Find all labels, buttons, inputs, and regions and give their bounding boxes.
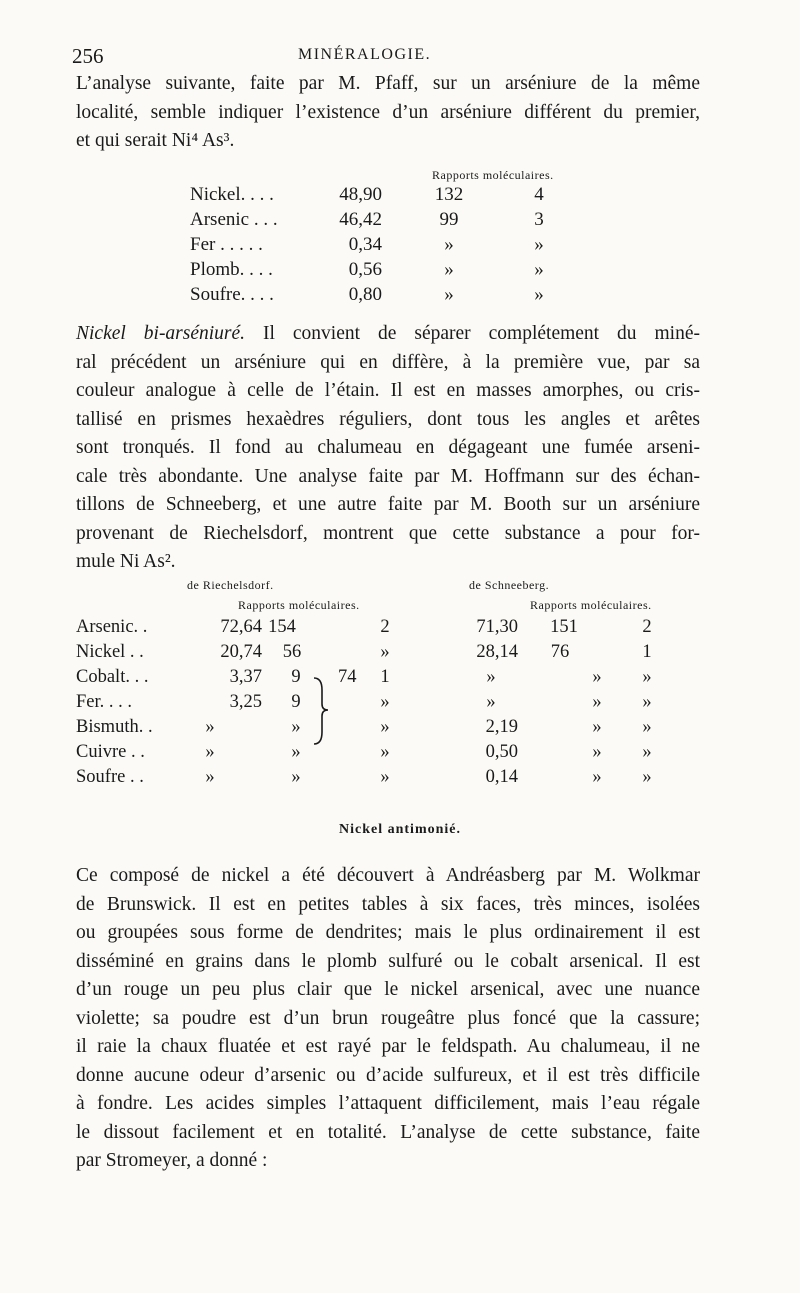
table-cell: »	[444, 234, 454, 255]
table-cell: »	[205, 717, 215, 737]
table-cell: 2	[380, 617, 390, 637]
table-cell: »	[380, 692, 390, 712]
sub-header-rapports: Rapports moléculaires.	[238, 598, 360, 612]
table-cell: 72,64	[220, 617, 262, 637]
table-cell: »	[444, 259, 454, 280]
table-cell: »	[380, 742, 390, 762]
intro-paragraph	[76, 70, 700, 156]
table-cell: »	[592, 717, 602, 737]
table-row-label: Cuivre . .	[76, 742, 145, 762]
text-line: provenant de Riechelsdorf, montrent que cette substance a pour for-	[76, 522, 700, 544]
table-cell: »	[486, 667, 496, 687]
table-cell: 151	[550, 617, 578, 637]
table-cell: »	[486, 692, 496, 712]
table-cell: »	[592, 767, 602, 787]
table-cell: »	[592, 692, 602, 712]
table-cell: 4	[534, 184, 544, 205]
text-line: le dissout facilement et en totalité. L’analyse de cette substance, faite	[76, 1121, 700, 1143]
group-label-schneeberg: de Schneeberg.	[469, 578, 550, 592]
text-line: tillons de Schneeberg, et une autre faite par M. Booth sur un arséniure	[76, 494, 700, 515]
table-row-label: Soufre. . . .	[190, 284, 274, 305]
table-cell: 71,30	[476, 617, 518, 637]
sub-header-rapports: Rapports moléculaires.	[530, 598, 652, 612]
text-line: violette; sa poudre est d’un brun rougeâtre plus foncé que la cassure;	[76, 1007, 700, 1029]
text-line: et qui serait Ni⁴ As³.	[76, 130, 235, 151]
table-cell: »	[291, 717, 301, 737]
table-cell: »	[291, 767, 301, 787]
brace-value: 74	[338, 667, 357, 687]
table-row-label: Fer. . . .	[76, 692, 133, 712]
table-cell: »	[205, 742, 215, 762]
table-cell: »	[642, 742, 652, 762]
text-line: mule Ni As².	[76, 551, 176, 572]
text-line: couleur analogue à celle de l’étain. Il est en masses amorphes, ou cris-	[76, 380, 700, 401]
table-cell: »	[642, 692, 652, 712]
table-row-label: Bismuth. .	[76, 717, 153, 737]
running-title: MINÉRALOGIE.	[298, 46, 432, 63]
table-cell: 46,42	[339, 209, 382, 230]
text-line: L’analyse suivante, faite par M. Pfaff, sur un arséniure de la même	[76, 73, 700, 94]
table-cell: »	[380, 767, 390, 787]
text-line: il raie la chaux fluatée et est rayé par le feldspath. Au chalumeau, il ne	[76, 1036, 700, 1057]
table-row-label: Nickel . .	[76, 642, 144, 662]
text-line: localité, semble indiquer l’existence d’un arséniure différent du premier,	[76, 101, 700, 123]
text-line: Ce composé de nickel a été découvert à Andréasberg par M. Wolkmar	[76, 865, 700, 886]
table-cell: 1	[380, 667, 390, 687]
table-cell: »	[291, 742, 301, 762]
table-row-label: Arsenic . . .	[190, 209, 278, 230]
table-cell: 132	[434, 184, 464, 205]
table-cell: 48,90	[339, 184, 382, 205]
table-cell: 9	[291, 692, 301, 712]
text-line: Nickel bi-arséniuré. Il convient de séparer complétement du miné-	[76, 323, 700, 344]
text-line: d’un rouge un peu plus clair que le nickel arsenical, avec une nuance	[76, 979, 700, 1000]
table-cell: 56	[282, 642, 302, 662]
table-cell: 3,37	[229, 667, 262, 687]
text-line: de Brunswick. Il est en petites tables à six faces, très minces, isolées	[76, 893, 700, 915]
table-cell: 0,34	[348, 234, 382, 255]
table-header-rapports: Rapports moléculaires.	[432, 168, 554, 182]
table-cell: 2	[642, 617, 652, 637]
table-cell: 0,56	[348, 259, 382, 280]
table-cell: 1	[642, 642, 652, 662]
table-cell: »	[592, 667, 602, 687]
table-row-label: Cobalt. . .	[76, 667, 149, 687]
table-cell: 0,80	[348, 284, 382, 305]
table-row-label: Soufre . .	[76, 767, 144, 787]
table-row-label: Plomb. . . .	[190, 259, 273, 280]
table-cell: »	[444, 284, 454, 305]
table-cell: 76	[550, 642, 570, 662]
table-cell: 3	[534, 209, 544, 230]
text-line: par Stromeyer, a donné :	[76, 1150, 268, 1171]
table-cell: 2,19	[485, 717, 518, 737]
table-cell: 154	[268, 617, 296, 637]
text-line: disséminé en grains dans le plomb sulfuré ou le cobalt arsenical. Il est	[76, 950, 700, 972]
section-title: Nickel antimonié.	[339, 822, 461, 837]
text-line: cale très abondante. Une analyse faite par M. Hoffmann sur des échan-	[76, 465, 700, 487]
paragraph-nickel-bi-arseniure	[76, 320, 700, 577]
table-cell: 0,14	[485, 767, 518, 787]
table-row-label: Fer . . . . .	[190, 234, 263, 255]
table-row-label: Arsenic. .	[76, 617, 148, 637]
text-line: sont tronqués. Il fond au chalumeau en dégageant une fumée arseni-	[76, 437, 700, 458]
table-cell: 28,14	[476, 642, 518, 662]
table-cell: »	[534, 259, 544, 280]
text-line: ral précédent un arséniure qui en diffère, à la première vue, par sa	[76, 351, 700, 373]
table-cell: »	[642, 667, 652, 687]
table-cell: 9	[291, 667, 301, 687]
text-line: donne aucune odeur d’arsenic ou d’acide sulfureux, et il est très difficile	[76, 1064, 700, 1086]
table-cell: 99	[439, 209, 459, 230]
table-cell: 20,74	[220, 642, 262, 662]
table-cell: »	[642, 717, 652, 737]
table-cell: 0,50	[485, 742, 518, 762]
group-label-riechelsdorf: de Riechelsdorf.	[187, 578, 274, 592]
table-cell: »	[380, 642, 390, 662]
table-cell: »	[205, 767, 215, 787]
text-line: tallisé en prismes hexaèdres réguliers, dont tous les angles et arêtes	[76, 408, 700, 430]
table-cell: »	[642, 767, 652, 787]
table-cell: »	[380, 717, 390, 737]
table-cell: »	[534, 284, 544, 305]
table-row-label: Nickel. . . .	[190, 184, 274, 205]
page-number: 256	[72, 44, 104, 68]
table-cell: 3,25	[229, 692, 262, 712]
table-cell: »	[534, 234, 544, 255]
table-cell: »	[592, 742, 602, 762]
text-line: ou groupées sous forme de dendrites; mais le plus ordinairement il est	[76, 922, 700, 943]
text-line: à fondre. Les acides simples l’attaquent difficilement, mais l’eau régale	[76, 1093, 700, 1114]
paragraph-nickel-antimonie	[76, 862, 700, 1176]
